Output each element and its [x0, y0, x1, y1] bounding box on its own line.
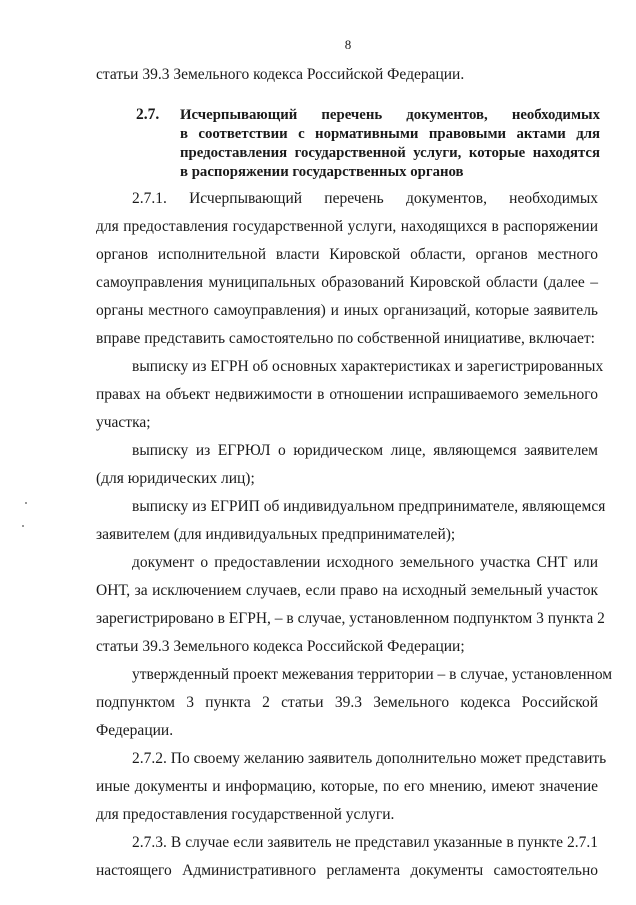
list-item-line: выписку из ЕГРИП об индивидуальном предпринимателе, являющемся	[132, 498, 606, 515]
list-item-line: правах на объект недвижимости в отношении испрашиваемого земельного	[96, 386, 598, 403]
scan-speck	[22, 525, 24, 527]
paragraph-line: органов исполнительной власти Кировской области, органов местного	[96, 246, 598, 263]
heading-line: Исчерпывающий перечень документов, необходимых	[180, 107, 600, 123]
paragraph-line: 2.7.3. В случае если заявитель не представил указанные в пункте 2.7.1	[132, 834, 598, 851]
heading-line: предоставления государственной услуги, которые находятся	[180, 145, 600, 161]
list-item-line: участка;	[96, 414, 151, 431]
paragraph-line: 2.7.2. По своему желанию заявитель дополнительно может представить	[132, 750, 607, 767]
scan-speck	[25, 502, 27, 504]
list-item-line: документ о предоставлении исходного земельного участка СНТ или	[132, 554, 598, 571]
paragraph-line: настоящего Административного регламента документы самостоятельно	[96, 862, 598, 879]
list-item-line: ОНТ, за исключением случаев, если право на исходный земельный участок	[96, 582, 598, 599]
list-item-line: выписку из ЕГРН об основных характеристиках и зарегистрированных	[132, 358, 604, 375]
list-item-line: выписку из ЕГРЮЛ о юридическом лице, являющемся заявителем	[132, 442, 598, 459]
list-item-line: Федерации.	[96, 722, 174, 739]
section-number: 2.7.	[136, 106, 160, 123]
paragraph-line: для предоставления государственной услуги.	[96, 806, 395, 823]
paragraph-line: 2.7.1. Исчерпывающий перечень документов, необходимых	[132, 190, 598, 207]
heading-line: в распоряжении государственных органов	[180, 164, 464, 180]
list-item-line: (для юридических лиц);	[96, 470, 255, 487]
heading-line: в соответствии с нормативными правовыми актами для	[180, 126, 600, 142]
paragraph-line: самоуправления муниципальных образований Кировской области (далее –	[96, 274, 598, 291]
list-item-line: статьи 39.3 Земельного кодекса Российской Федерации;	[96, 638, 465, 655]
list-item-line: подпунктом 3 пункта 2 статьи 39.3 Земельного кодекса Российской	[96, 694, 598, 711]
section-heading	[180, 106, 600, 182]
paragraph-line: органы местного самоуправления) и иных организаций, которые заявитель	[96, 302, 598, 319]
paragraph-line: вправе представить самостоятельно по собственной инициативе, включает:	[96, 330, 595, 347]
page-number: 8	[344, 37, 352, 52]
list-item-line: зарегистрировано в ЕГРН, – в случае, установленном подпунктом 3 пункта 2	[96, 610, 605, 627]
list-item-line: заявителем (для индивидуальных предпринимателей);	[96, 526, 456, 543]
list-item-line: утвержденный проект межевания территории – в случае, установленном	[132, 666, 613, 683]
body-line: статьи 39.3 Земельного кодекса Российской Федерации.	[96, 66, 465, 83]
paragraph-line: для предоставления государственной услуги, находящихся в распоряжении	[96, 218, 598, 235]
paragraph-line: иные документы и информацию, которые, по его мнению, имеют значение	[96, 778, 598, 795]
